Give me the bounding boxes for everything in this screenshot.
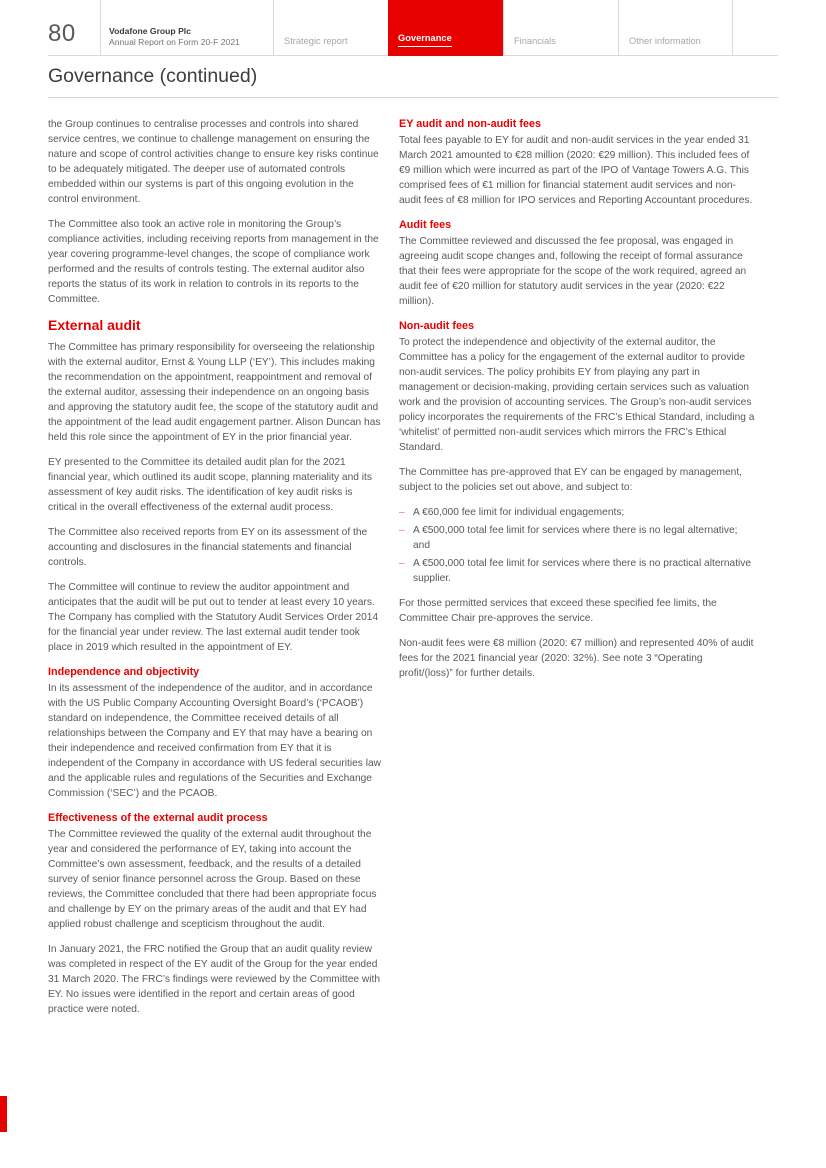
paragraph: The Committee also received reports from EY on its assessment of the accounting and disclosures in the financial statements and financial controls. — [48, 527, 368, 568]
paragraph: The Committee reviewed and discussed the fee proposal, was engaged in agreeing audit scope changes and, following the receipt of formal assurance that their fees were appropriate for the scope of the work required, agreed an audit fee of €20 million for statutory audit services in the year (2020: €22 million). — [399, 236, 747, 307]
tab-governance[interactable] — [388, 0, 503, 56]
page-header — [48, 0, 778, 56]
dash-bullet-icon: – — [399, 525, 405, 536]
paragraph: The Committee has pre-approved that EY can be engaged by management, subject to the policies set out above, and subject to: — [399, 467, 743, 493]
list-item-text: A €500,000 total fee limit for services where there is no practical alternative supplier. — [413, 558, 752, 584]
page-title: Governance (continued) — [48, 65, 258, 87]
content-columns — [48, 117, 778, 1027]
right-column — [399, 117, 757, 1027]
report-title: Annual Report on Form 20-F 2021 — [109, 37, 240, 47]
tab-label: Other information — [629, 36, 701, 46]
tab-other-information[interactable] — [618, 0, 733, 55]
page-number: 80 — [48, 20, 76, 47]
subheading-independence-and-objectivity: Independence and objectivity — [48, 666, 200, 678]
paragraph: The Committee reviewed the quality of the external audit throughout the year and considered the performance of EY, taking into account the Committee’s own assessment, feedback, and the results of a detailed survey of senior finance personnel across the Group. Based on these reviews, the Committee concluded that there had been appropriate focus and challenge by EY on the primary areas of the audit and that EY had applied robust challenge and scepticism throughout the audit. — [48, 829, 377, 930]
paragraph: Non-audit fees were €8 million (2020: €7 million) and represented 40% of audit fees for the 2021 financial year (2020: 32%). See note 3 “Operating profit/(loss)” for further details. — [399, 638, 754, 679]
tab-strategic-report[interactable] — [273, 0, 388, 55]
paragraph: To protect the independence and objectivity of the external auditor, the Committee has a policy for the engagement of the external auditor to provide non-audit services. The policy prohibits EY from playing any part in management or decision-making, providing certain services such as valuation work and the provision of accounting services. The Group’s non-audit services policy incorporates the requirements of the FRC’s Ethical Standard, including a ‘whitelist’ of permitted non-audit services which mirrors the FRC’s Ethical Standard. — [399, 337, 755, 453]
dash-bullet-icon: – — [399, 558, 405, 569]
left-column — [48, 117, 383, 1027]
paragraph: Total fees payable to EY for audit and non-audit services in the year ended 31 March 2021 amounted to €28 million (2020: €29 million). This included fees of €9 million which were incurred as part of the IPO of Vantage Towers A.G. This comprised fees of €1 million for financial statement audit services and non-audit fees of €8 million for IPO services and Reporting Accountant procedures. — [399, 135, 753, 206]
paragraph: The Committee has primary responsibility for overseeing the relationship with the external auditor, Ernst & Young LLP (‘EY’). This includes making the recommendation on the appointment, reappointment and removal of the external auditor, assessing their independence on an ongoing basis and approving the statutory audit fee, the scope of the statutory audit and the appointment of the lead audit engagement partner. Alison Duncan has held this role since the appointment of EY in the prior financial year. — [48, 342, 381, 443]
tab-label: Governance — [398, 33, 452, 47]
subheading-non-audit-fees: Non-audit fees — [399, 320, 474, 332]
list-item — [399, 505, 757, 520]
tab-label: Strategic report — [284, 36, 348, 46]
paragraph: the Group continues to centralise processes and controls into shared service centres, we continue to challenge management on ensuring the nature and scope of control activities change to ensure key risks continue to be adequately mitigated. The deeper use of automated controls embedded within our systems is part of this ongoing evolution in the control environment. — [48, 119, 379, 205]
paragraph: For those permitted services that exceed these specified fee limits, the Committee Chair pre-approves the service. — [399, 598, 717, 624]
report-identity — [100, 0, 281, 55]
paragraph: EY presented to the Committee its detailed audit plan for the 2021 financial year, which outlined its audit scope, planning materiality and its assessment of key audit risks. The identification of key audit risks is critical in the overall effectiveness of the external audit process. — [48, 457, 372, 513]
list-item-text: A €500,000 total fee limit for services where there is no legal alternative; and — [413, 525, 738, 551]
tab-financials[interactable] — [503, 0, 618, 55]
list-item — [399, 523, 757, 553]
paragraph: In its assessment of the independence of the auditor, and in accordance with the US Public Company Accounting Oversight Board’s (‘PCAOB’) standard on independence, the Committee received details of all relationships between the Company and EY that may have a bearing on their independence and received confirmation from EY that it is independent of the Company in accordance with US federal securities law and the applicable rules and regulations of the Securities and Exchange Commission (‘SEC’) and the PCAOB. — [48, 683, 381, 799]
section-heading-external-audit: External audit — [48, 317, 141, 333]
tab-label: Financials — [514, 36, 556, 46]
dash-bullet-icon: – — [399, 507, 405, 518]
list-item-text: A €60,000 fee limit for individual engagements; — [413, 507, 625, 518]
subheading-effectiveness-of-external-audit-process: Effectiveness of the external audit process — [48, 812, 268, 824]
title-divider — [48, 97, 778, 98]
company-name: Vodafone Group Plc — [109, 26, 191, 36]
subheading-ey-audit-and-non-audit-fees: EY audit and non-audit fees — [399, 118, 541, 130]
paragraph: The Committee will continue to review the auditor appointment and anticipates that the audit will be put out to tender at least every 10 years. The Company has complied with the Statutory Audit Services Order 2014 for the financial year under review. The last external audit tender took place in 2019 which resulted in the appointment of EY. — [48, 582, 379, 653]
paragraph: In January 2021, the FRC notified the Group that an audit quality review was completed in respect of the EY audit of the Group for the year ended 31 March 2020. The FRC’s findings were reviewed by the Committee with EY. No issues were identified in the report and certain areas of good practice were noted. — [48, 944, 380, 1015]
fee-limit-list — [399, 505, 757, 586]
subheading-audit-fees: Audit fees — [399, 219, 452, 231]
list-item — [399, 556, 757, 586]
paragraph: The Committee also took an active role in monitoring the Group’s compliance activities, including receiving reports from management in the year covering programme-level changes, the scope of compliance work performed and the results of controls testing. The external auditor also reports the status of its work in relation to controls in its reports to the Committee. — [48, 219, 379, 305]
section-edge-marker — [0, 1096, 7, 1132]
